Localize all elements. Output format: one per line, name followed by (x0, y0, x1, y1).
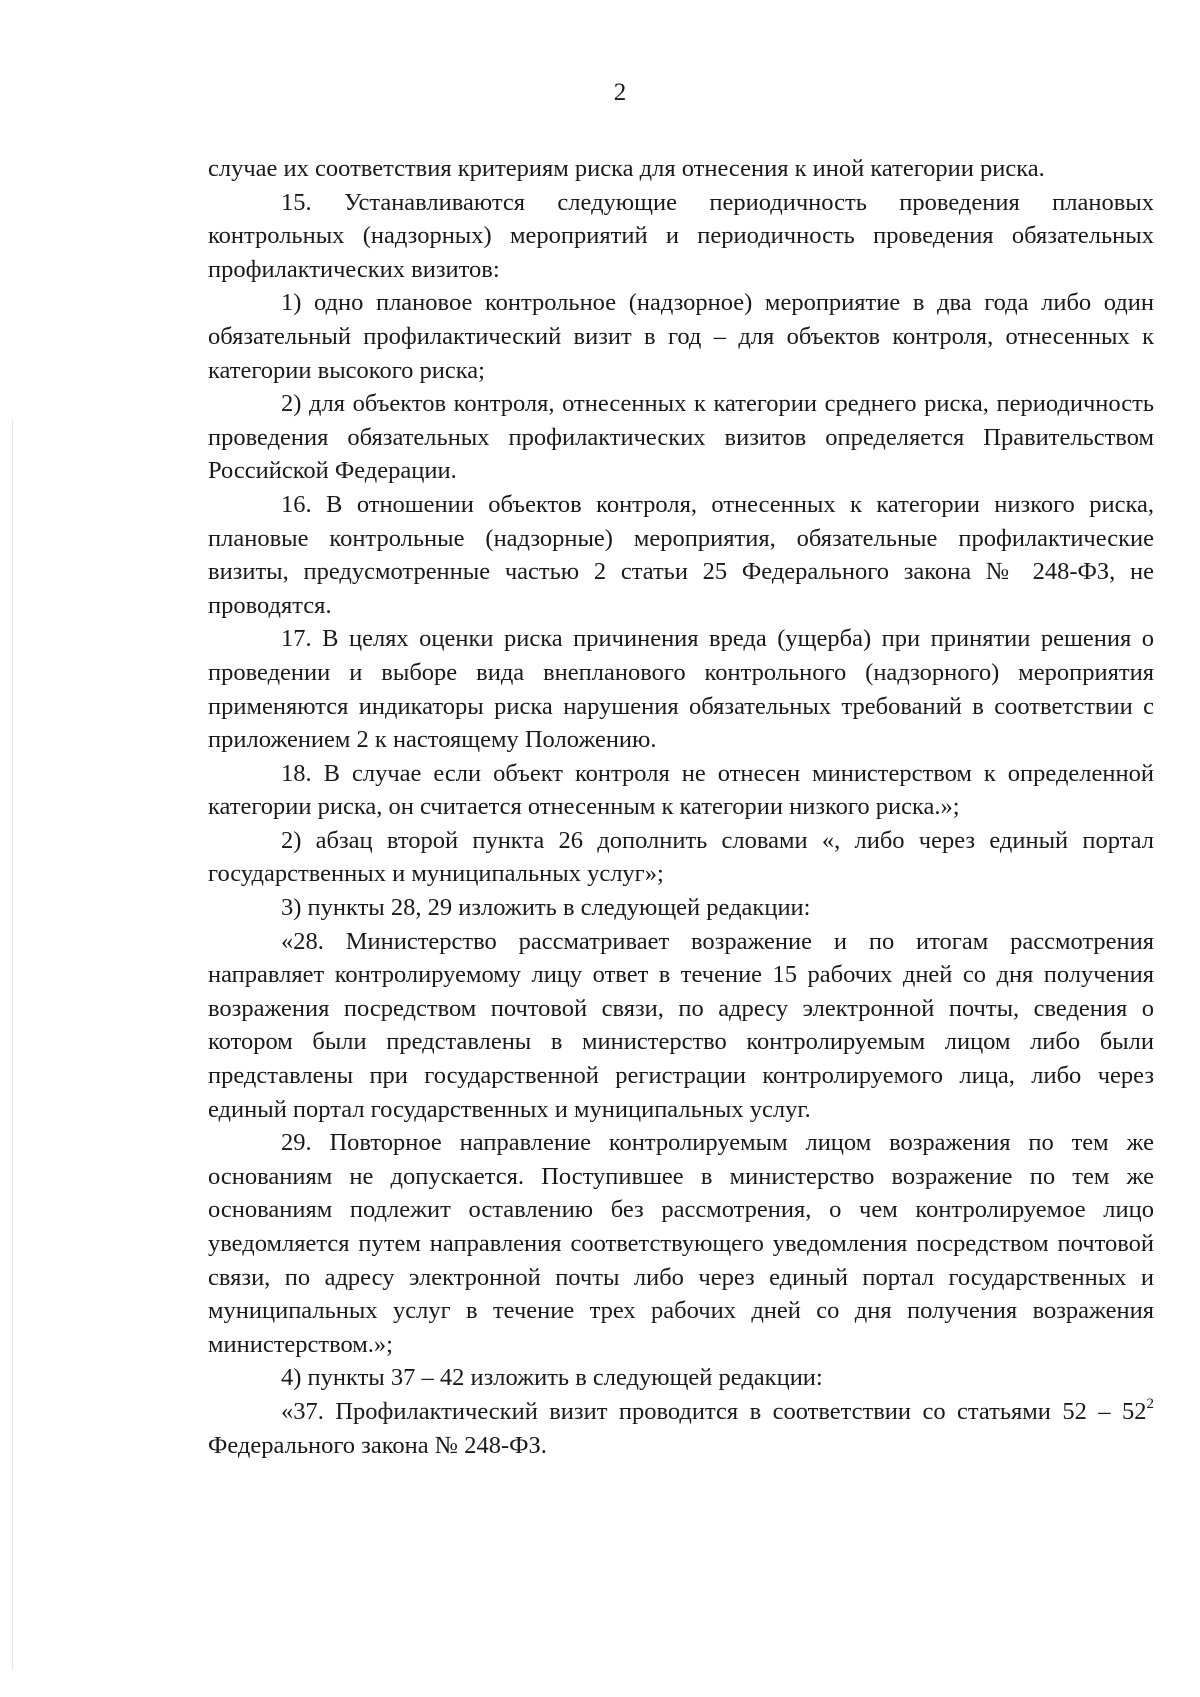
document-body (208, 152, 1154, 1462)
scan-edge-mark (12, 420, 13, 1670)
paragraph-amendment-2: 2) абзац второй пункта 26 дополнить словами «, либо через единый портал государственных и муниципальных услуг»; (208, 826, 1154, 888)
paragraph-subitem-1: 1) одно плановое контрольное (надзорное) мероприятие в два года либо один обязательный профилактический визит в год – для объектов контроля, отнесенных к категории высокого риска; (208, 289, 1154, 384)
paragraph-item-17: 17. В целях оценки риска причинения вреда (ущерба) при принятии решения о проведении и выборе вида внепланового контрольного (надзорного) мероприятия применяются индикаторы риска нарушения обязательных требований в соответствии с приложением 2 к настоящему Положению. (208, 625, 1154, 754)
paragraph-item-18: 18. В случае если объект контроля не отнесен министерством к определенной категории риска, он считается отнесенным к категории низкого риска.»; (208, 759, 1154, 821)
paragraph-item-15: 15. Устанавливаются следующие периодичность проведения плановых контрольных (надзорных) мероприятий и периодичность проведения обязательных профилактических визитов: (208, 188, 1154, 283)
item-37-text: «37. Профилактический визит проводится в соответствии со статьями 52 – 52 (281, 1397, 1147, 1425)
paragraph-item-28: «28. Министерство рассматривает возражение и по итогам рассмотрения направляет контролируемому лицу ответ в течение 15 рабочих дней со дня получения возражения посредством почтовой связи, по адресу электронной почты, сведения о котором были представлены в министерство контролируемым лицом либо были представлены при государственной регистрации контролируемого лица, либо через единый портал государственных и муниципальных услуг. (208, 927, 1154, 1123)
paragraph-amendment-4: 4) пункты 37 – 42 изложить в следующей редакции: (281, 1364, 823, 1392)
paragraph-continuation: случае их соответствия критериям риска для отнесения к иной категории риска. (208, 155, 1045, 182)
item-37-text-end: Федерального закона № 248-ФЗ. (208, 1431, 547, 1459)
paragraph-subitem-2: 2) для объектов контроля, отнесенных к категории среднего риска, периодичность проведения обязательных профилактических визитов определяется Правительством Российской Федерации. (208, 390, 1154, 485)
page-number: 2 (613, 79, 627, 106)
paragraph-amendment-3: 3) пункты 28, 29 изложить в следующей редакции: (281, 894, 811, 922)
superscript-2: 2 (1146, 1395, 1154, 1412)
paragraph-item-29: 29. Повторное направление контролируемым лицом возражения по тем же основаниям не допускается. Поступившее в министерство возражение по тем же основаниям подлежит оставлению без рассмотрения, о чем контролируемое лицо уведомляется путем направления соответствующего уведомления посредством почтовой связи, по адресу электронной почты либо через единый портал государственных и муниципальных услуг в течение трех рабочих дней со дня получения возражения министерством.»; (208, 1129, 1154, 1358)
paragraph-item-16: 16. В отношении объектов контроля, отнесенных к категории низкого риска, плановые контрольные (надзорные) мероприятия, обязательные профилактические визиты, предусмотренные частью 2 статьи 25 Федерального закона № 248-ФЗ, не проводятся. (208, 490, 1154, 619)
paragraph-item-37 (208, 1395, 1154, 1462)
